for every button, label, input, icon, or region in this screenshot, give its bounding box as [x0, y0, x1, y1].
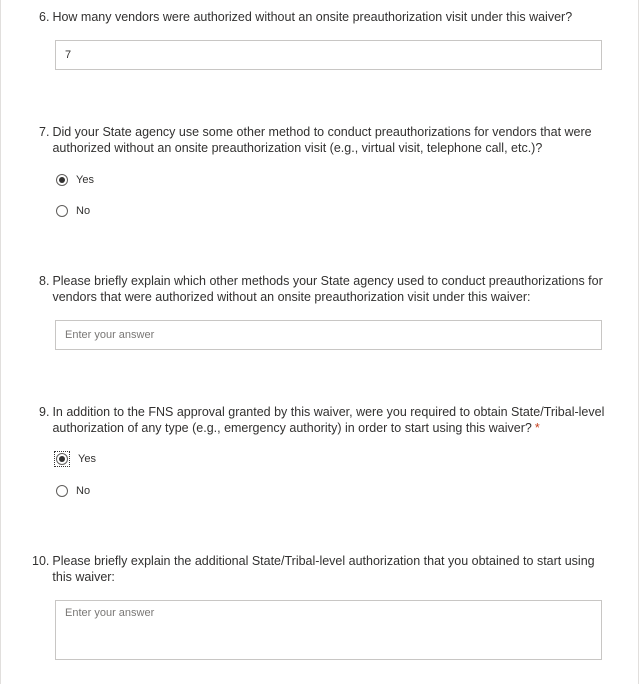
- required-marker: *: [534, 421, 540, 435]
- question-6-number: 6.: [39, 10, 50, 24]
- radio-checked-icon[interactable]: [56, 453, 68, 465]
- question-7-option-yes-label: Yes: [76, 174, 94, 186]
- question-8-number: 8.: [39, 274, 50, 288]
- question-10-title: [32, 553, 605, 585]
- question-7-title: [39, 124, 605, 156]
- question-9-text-wrapper: [52, 404, 605, 436]
- question-8-text: Please briefly explain which other methods your State agency used to conduct preauthorizations for vendors that were authorized without an onsite preauthorization visit under this waiver:: [52, 274, 603, 304]
- question-7-option-no-label: No: [76, 205, 91, 217]
- question-7-text: Did your State agency use some other method to conduct preauthorizations for vendors that were authorized without an onsite preauthorization visit (e.g., virtual visit, telephone call, etc.)?: [52, 125, 592, 155]
- radio-checked-icon[interactable]: [56, 174, 68, 186]
- radio-unchecked-icon[interactable]: [56, 205, 68, 217]
- question-9-text: In addition to the FNS approval granted by this waiver, were you required to obtain State/Tribal-level authorization of any type (e.g., emergency authority) in order to start using this waiver?: [52, 405, 605, 435]
- question-6-title: [39, 9, 605, 25]
- question-9-option-no-label: No: [76, 485, 91, 497]
- question-7-option-yes[interactable]: [56, 172, 94, 188]
- question-10-answer-textarea[interactable]: [55, 600, 602, 660]
- question-7-option-no[interactable]: [56, 203, 90, 219]
- question-9-number: 9.: [39, 405, 50, 419]
- radio-unchecked-icon[interactable]: [56, 485, 68, 497]
- question-9-option-yes[interactable]: [54, 451, 96, 467]
- question-8-title: [39, 273, 605, 305]
- question-6-text: How many vendors were authorized without an onsite preauthorization visit under this waiver?: [52, 10, 573, 24]
- question-8-answer-input[interactable]: [55, 320, 602, 350]
- focus-indicator: [54, 451, 70, 467]
- question-7-number: 7.: [39, 125, 50, 139]
- question-9-option-yes-label: Yes: [78, 453, 96, 465]
- question-10-text: Please briefly explain the additional State/Tribal-level authorization that you obtained to start using this waiver:: [52, 554, 595, 584]
- question-6-answer-input[interactable]: [55, 40, 602, 70]
- question-10-number: 10.: [32, 554, 50, 568]
- question-9-title: [39, 404, 605, 436]
- question-9-option-no[interactable]: [56, 483, 90, 499]
